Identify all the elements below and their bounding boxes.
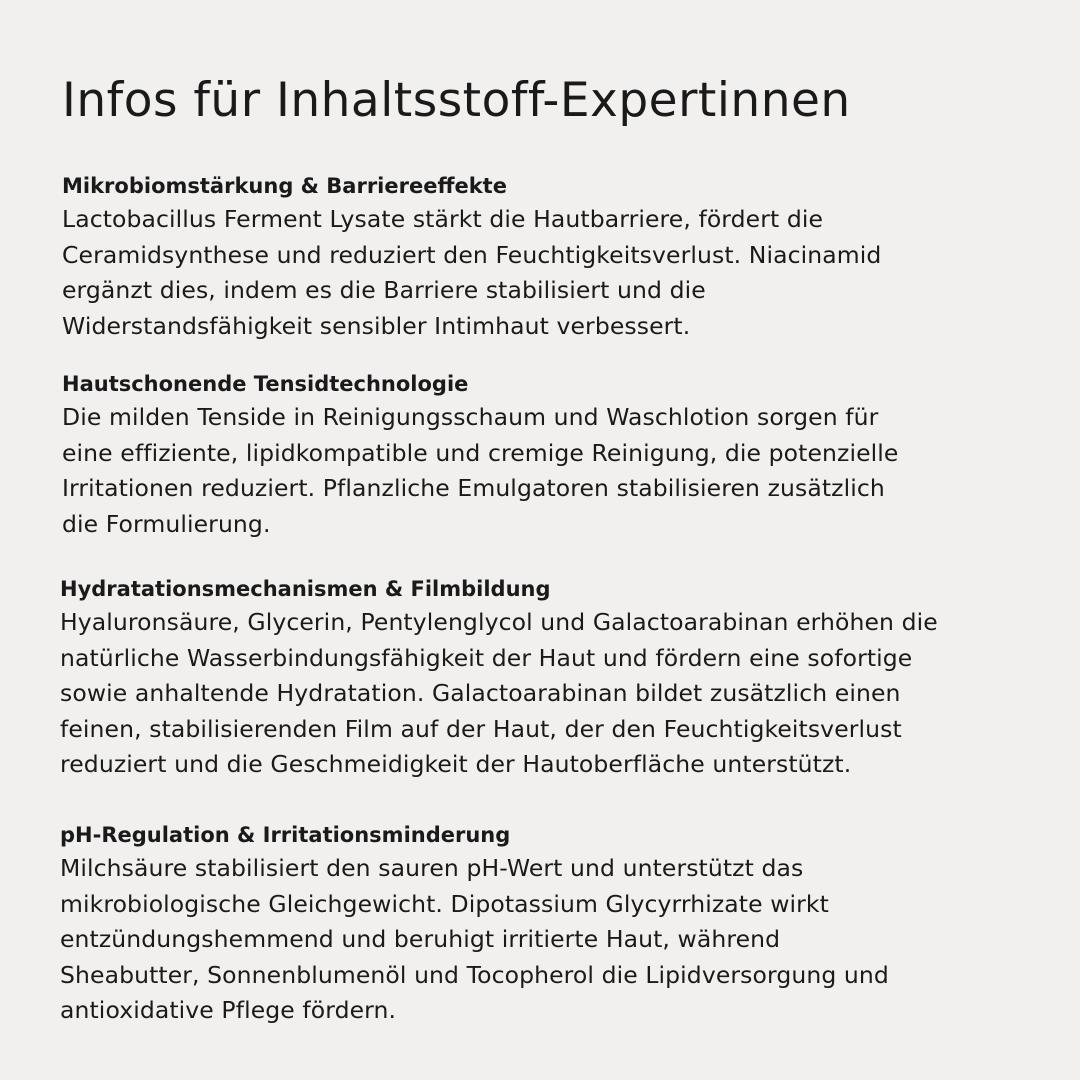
section-surfactant — [62, 368, 1062, 542]
body-line: ergänzt dies, indem es die Barriere stabilisiert und die — [62, 276, 706, 304]
section-body — [60, 851, 1060, 1029]
section-ph-regulation — [60, 819, 1060, 1029]
body-line: natürliche Wasserbindungsfähigkeit der Haut und fördern eine sofortige — [60, 643, 913, 672]
section-heading: Hautschonende Tensidtechnologie — [62, 372, 469, 396]
section-microbiome — [62, 170, 1062, 344]
section-body — [62, 202, 1062, 344]
body-line: feinen, stabilisierenden Film auf der Haut, der den Feuchtigkeitsverlust — [60, 714, 902, 743]
section-heading: Hydratationsmechanismen & Filmbildung — [60, 577, 551, 601]
body-line: Ceramidsynthese und reduziert den Feuchtigkeitsverlust. Niacinamid — [62, 240, 882, 269]
body-line: mikrobiologische Gleichgewicht. Dipotassium Glycyrrhizate wirkt — [60, 889, 829, 918]
body-line: Hyaluronsäure, Glycerin, Pentylenglycol und Galactoarabinan erhöhen die — [60, 608, 938, 636]
section-body — [62, 400, 1062, 542]
body-line: sowie anhaltende Hydratation. Galactoarabinan bildet zusätzlich einen — [60, 679, 901, 707]
body-line: antioxidative Pflege fördern. — [60, 996, 397, 1024]
body-line: entzündungshemmend und beruhigt irritierte Haut, während — [60, 925, 781, 953]
body-line: Milchsäure stabilisiert den sauren pH-Wert und unterstützt das — [60, 854, 804, 882]
body-line: Die milden Tenside in Reinigungsschaum und Waschlotion sorgen für — [62, 403, 879, 431]
section-heading: pH-Regulation & Irritationsminderung — [60, 823, 511, 847]
body-line: eine effiziente, lipidkompatible und cremige Reinigung, die potenzielle — [62, 438, 899, 467]
body-line: Sheabutter, Sonnenblumenöl und Tocopherol die Lipidversorgung und — [60, 960, 889, 989]
page-title: Infos für Inhaltsstoff-Expertinnen — [62, 73, 851, 128]
body-line: Widerstandsfähigkeit sensibler Intimhaut verbessert. — [62, 311, 691, 340]
section-body — [60, 605, 1060, 783]
body-line: Lactobacillus Ferment Lysate stärkt die Hautbarriere, fördert die — [62, 205, 824, 233]
section-hydration — [60, 573, 1060, 783]
body-line: reduziert und die Geschmeidigkeit der Hautoberfläche unterstützt. — [60, 750, 852, 778]
body-line: die Formulierung. — [62, 509, 271, 538]
section-heading: Mikrobiomstärkung & Barriereeffekte — [62, 174, 507, 198]
body-line: Irritationen reduziert. Pflanzliche Emulgatoren stabilisieren zusätzlich — [62, 474, 885, 502]
